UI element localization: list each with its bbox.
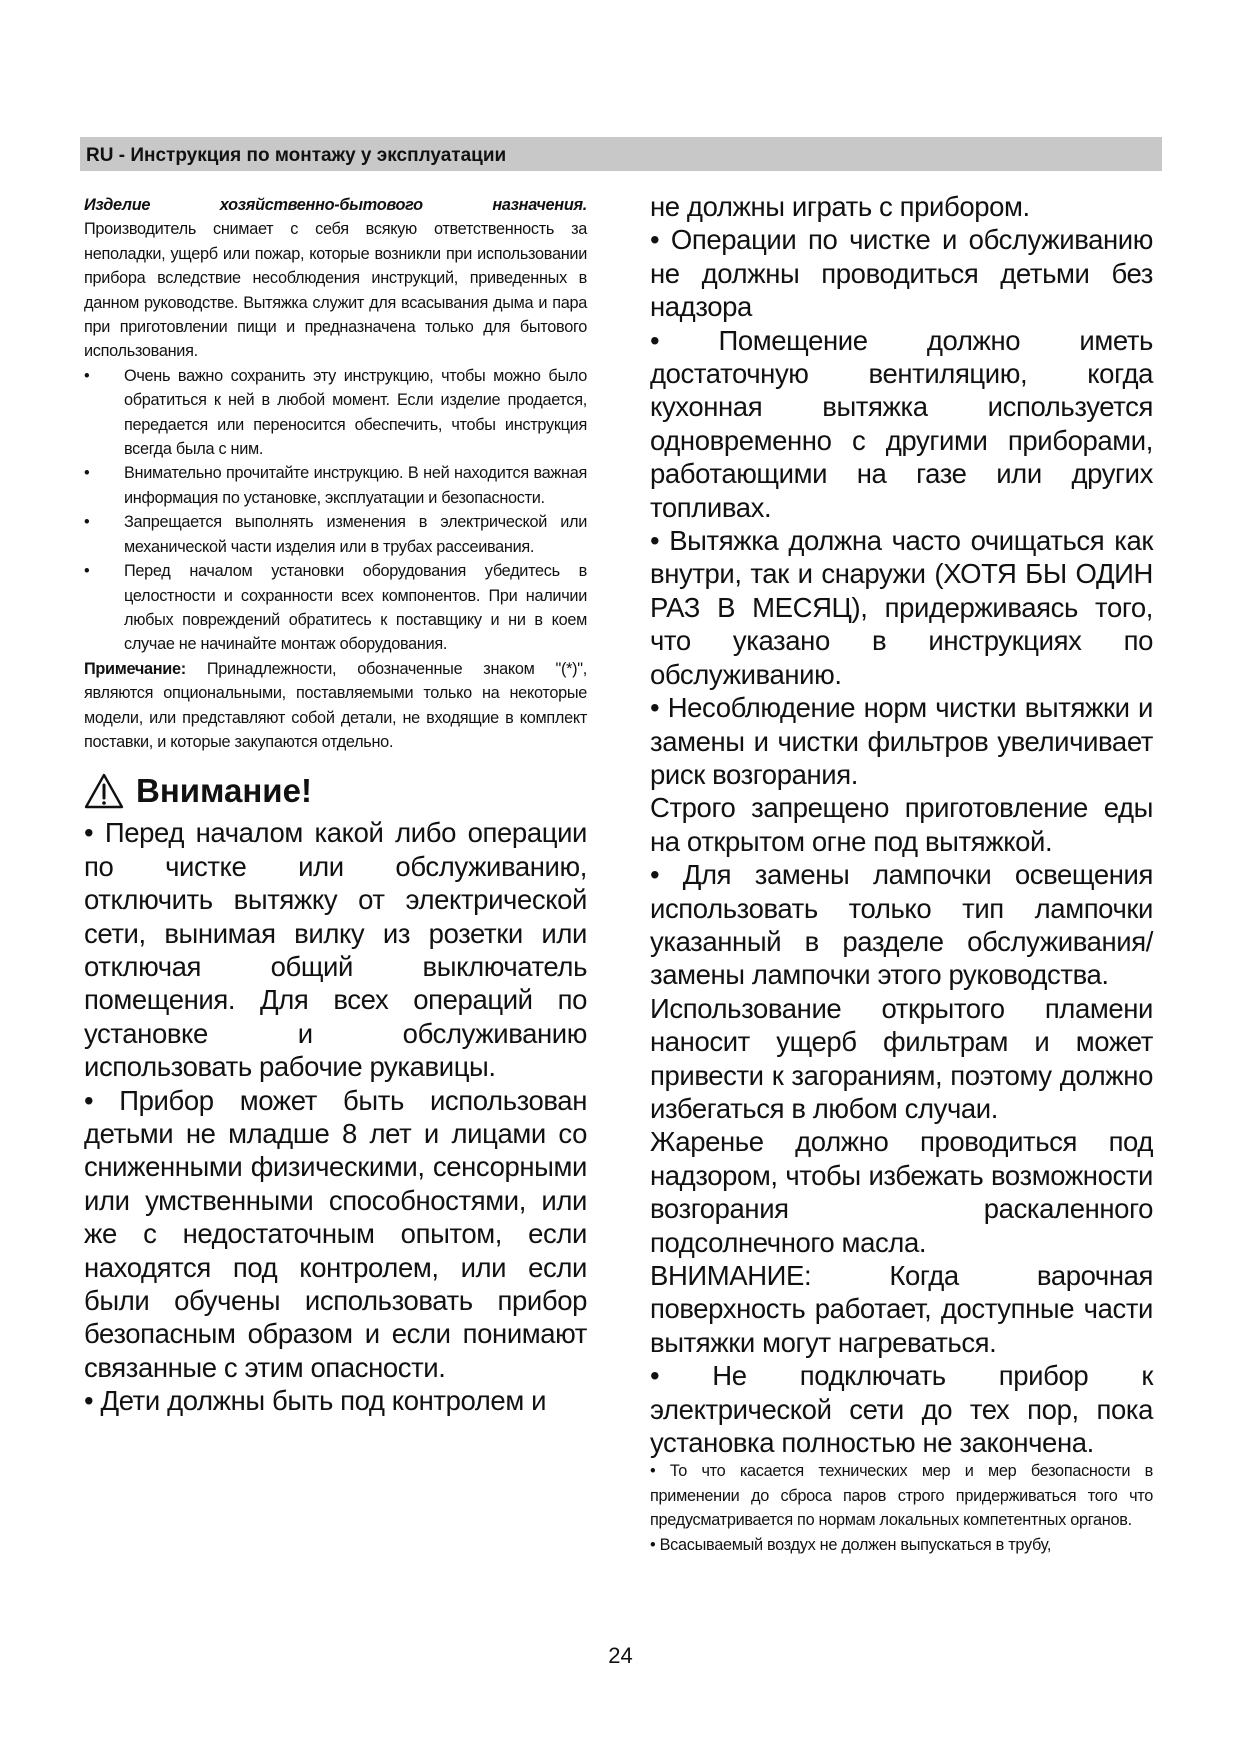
page-number: 24 [608, 1643, 633, 1668]
warning-paragraph: • Дети должны быть под контролем и [84, 1385, 547, 1417]
list-item [84, 364, 587, 462]
bullet-text: Перед началом установки оборудования убедитесь в целостности и сохранности всех компонентов. При наличии любых повреждений обратитесь к поставщику и ни в коем случае не начинайте монтаж оборудования. [124, 562, 587, 654]
warning-heading [84, 768, 587, 814]
warning-paragraph: Использование открытого пламени наносит ущерб фильтрам и может привести к загораниям, поэтому должно избегаться в любом случаи. [650, 992, 1153, 1124]
warning-paragraph: • Перед началом какой либо операции по чистке или обслуживанию, отключить вытяжку от электрической сети, вынимая вилку из розетки или отключая общий выключатель помещения. Для всех операций по установке и обслуживанию использовать рабочие рукавицы. [84, 817, 587, 1083]
warning-title: Внимание! [136, 772, 312, 810]
bullet-marker: • [84, 562, 90, 581]
warning-paragraph: • Для замены лампочки освещения использовать только тип лампочки указанный в разделе обслуживания/замены лампочки этого руководства. [650, 859, 1153, 991]
list-item [84, 461, 587, 510]
section-header [80, 137, 1162, 171]
left-column [84, 193, 587, 1418]
warning-paragraph: Жаренье должно проводиться под надзором, чтобы избежать возможности возгорания раскаленного подсолнечного масла. [650, 1126, 1153, 1258]
warning-triangle-icon [84, 773, 124, 809]
bullet-marker: • [84, 464, 90, 483]
list-item [84, 559, 587, 657]
small-paragraph: • Всасываемый воздух не должен выпускаться в трубу, [650, 1535, 1052, 1554]
bullet-marker: • [84, 513, 90, 532]
intro-body: Производитель снимает с себя всякую ответственность за неполадки, ущерб или пожар, которые возникли при использовании прибора вследствие несоблюдения инструкций, приведенных в данном руководстве. Вытяжка служит для всасывания дыма и пара при приготовлении пищи и предназначена только для бытового использования. [84, 220, 587, 361]
warning-paragraph: Строго запрещено приготовление еды на открытом огне под вытяжкой. [650, 792, 1153, 857]
warning-paragraph: • Помещение должно иметь достаточную вентиляцию, когда кухонная вытяжка используется одновременно с другими приборами, работающими на газе или других топливах. [650, 324, 1153, 523]
warning-paragraph: • Операции по чистке и обслуживанию не должны проводиться детьми без надзора [650, 224, 1153, 323]
bullet-text: Внимательно прочитайте инструкцию. В ней находится важная информация по установке, эксплуатации и безопасности. [124, 464, 587, 507]
warning-paragraph: • Несоблюдение норм чистки вытяжки и замены и чистки фильтров увеличивает риск возгорания. [650, 692, 1153, 790]
warning-paragraph: не должны играть с прибором. [650, 191, 1030, 222]
section-title: RU - Инструкция по монтажу у эксплуатации [86, 145, 507, 166]
note-text: Принадлежности, обозначенные знаком "(*)", являются опциональными, поставляемыми только на некоторые модели, или представляют собой детали, не входящие в комплект поставки, и которые закупаются отдельно. [84, 659, 587, 751]
small-paragraph: • То что касается технических мер и мер безопасности в применении до сброса паров строго придерживаться того что предусматривается по нормам локальных компетентных органов. [650, 1462, 1153, 1530]
list-item [84, 510, 587, 559]
note-label: Примечание: [84, 659, 186, 678]
warning-paragraph: • Не подключать прибор к электрической сети до тех пор, пока установка полностью не закончена. [650, 1360, 1153, 1459]
warning-paragraph: ВНИМАНИЕ: Когда варочная поверхность работает, доступные части вытяжки могут нагреваться. [650, 1260, 1153, 1358]
intro-heading: Изделие хозяйственно-бытового назначения. [84, 196, 587, 214]
note-paragraph [84, 657, 587, 755]
bullet-text: Очень важно сохранить эту инструкцию, чтобы можно было обратиться к ней в любой момент. Если изделие продается, передается или переносится обеспечить, чтобы инструкция всегда была с ним. [124, 366, 587, 459]
bullet-list [84, 364, 587, 657]
right-column [650, 190, 1153, 1557]
bullet-text: Запрещается выполнять изменения в электрической или механической части изделия или в трубах рассеивания. [124, 513, 587, 556]
warning-paragraph: • Прибор может быть использован детьми не младше 8 лет и лицами со сниженными физическими, сенсорными или умственными способностями, или же с недостаточным опытом, если находятся под контролем, или если были обучены использовать прибор безопасным образом и если понимают связанные с этим опасности. [84, 1084, 587, 1383]
bullet-marker: • [84, 366, 90, 385]
warning-paragraph: • Вытяжка должна часто очищаться как внутри, так и снаружи (ХОТЯ БЫ ОДИН РАЗ В МЕСЯЦ), придерживаясь того, что указано в инструкциях по обслуживанию. [650, 525, 1153, 690]
